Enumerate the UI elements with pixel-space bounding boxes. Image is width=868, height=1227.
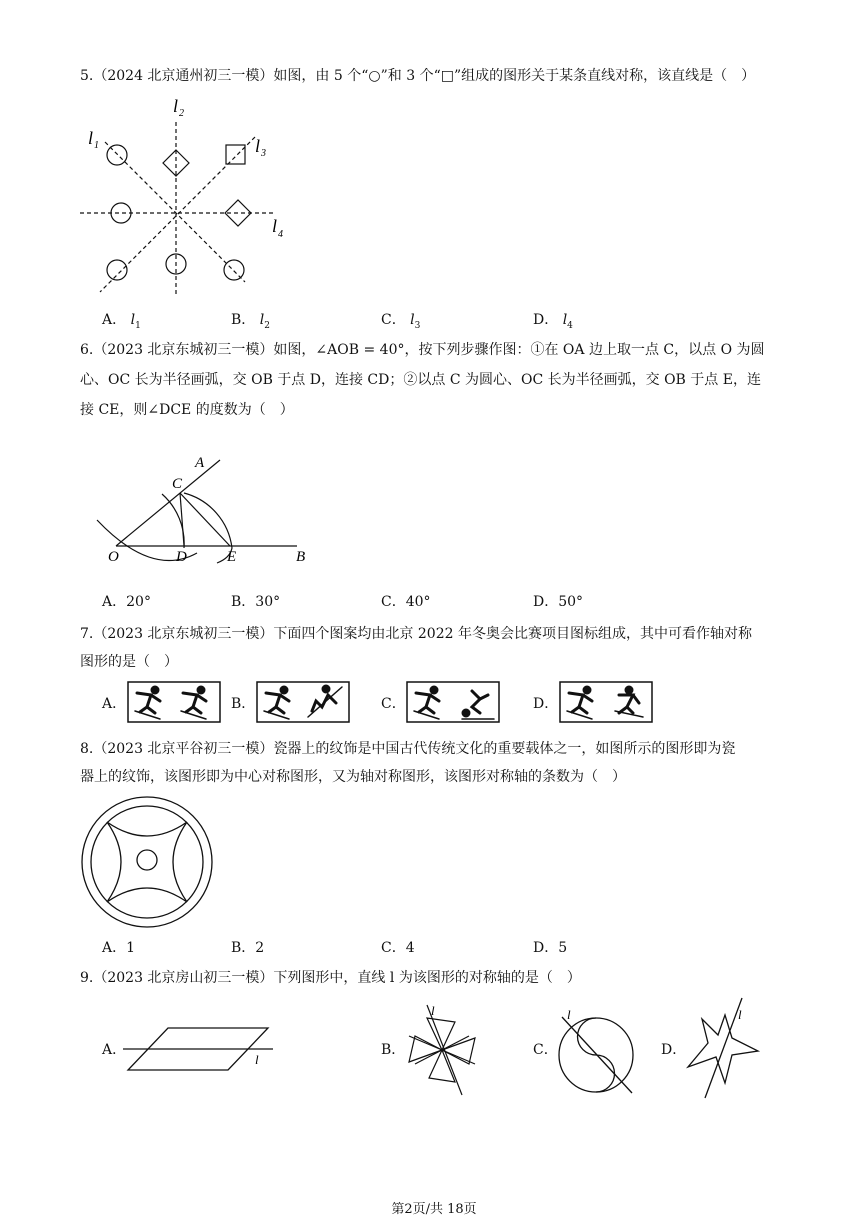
q5-label-l4-sub: 4 xyxy=(278,229,283,240)
q8-porcelain-pattern xyxy=(77,792,217,932)
q6-figure xyxy=(92,448,332,588)
q9-option-d-star[interactable] xyxy=(680,993,770,1103)
q6-option-a[interactable]: A．20° xyxy=(102,594,151,610)
q5-label-l4: l xyxy=(272,216,278,236)
q5-option-b[interactable]: B． $l_2$ xyxy=(231,312,270,331)
q6-option-d[interactable]: D．50° xyxy=(533,594,584,610)
q7-option-c-pictogram[interactable] xyxy=(406,681,500,723)
q9-option-a-parallelogram[interactable] xyxy=(118,1020,278,1080)
q5-label-l3: l xyxy=(255,136,261,156)
q9-option-a-label[interactable]: A． xyxy=(102,1042,127,1058)
q5-stem: 5.（2024 北京通州初三一模）如图，由 5 个“○”和 3 个“□”组成的图形关于某条直线对称，该直线是（ ） xyxy=(80,68,756,84)
q6-option-b[interactable]: B．30° xyxy=(231,594,281,610)
q9-option-b-label[interactable]: B． xyxy=(381,1042,406,1058)
q8-stem-line-2: 器上的纹饰，该图形即为中心对称图形，又为轴对称图形，该图形对称轴的条数为（ ） xyxy=(80,769,626,785)
q6-label-c: C xyxy=(172,476,183,492)
q9-c-line-label: l xyxy=(567,1007,571,1022)
q8-stem-line-1: 8.（2023 北京平谷初三一模）瓷器上的纹饰是中国古代传统文化的重要载体之一，如图所示的图形即为瓷 xyxy=(80,741,736,757)
q7-stem-line-1: 7.（2023 北京东城初三一模）下面四个图案均由北京 2022 年冬奥会比赛项目图标组成，其中可看作轴对称 xyxy=(80,626,752,642)
q6-label-e: E xyxy=(227,549,237,565)
q9-option-b-pinwheel[interactable] xyxy=(397,1000,487,1100)
q6-label-a: A xyxy=(195,455,205,471)
page-number: 第2页/共 18页 xyxy=(391,1202,477,1217)
q5-option-a[interactable]: A． $l_1$ xyxy=(102,312,141,331)
q6-label-b: B xyxy=(296,549,306,565)
q7-option-a-label[interactable]: A． xyxy=(102,696,127,712)
q7-option-d-label[interactable]: D． xyxy=(533,696,559,712)
q5-label-l3-sub: 3 xyxy=(261,148,266,159)
q5-label-l2-sub: 2 xyxy=(179,108,184,119)
q9-option-d-label[interactable]: D． xyxy=(661,1042,687,1058)
q7-option-d-pictogram[interactable] xyxy=(559,681,653,723)
q9-b-line-label: l xyxy=(431,1003,435,1018)
q5-label-l1: l xyxy=(88,128,94,148)
q6-option-c[interactable]: C．40° xyxy=(381,594,431,610)
q8-option-c[interactable]: C．4 xyxy=(381,940,415,956)
q5-option-d[interactable]: D． $l_4$ xyxy=(533,312,573,331)
q6-stem-line-1: 6.（2023 北京东城初三一模）如图，∠AOB = 40°，按下列步骤作图：①在 OA 边上取一点 C，以点 O 为圆 xyxy=(80,342,765,358)
q9-a-line-label: l xyxy=(255,1052,259,1067)
q7-option-c-label[interactable]: C． xyxy=(381,696,406,712)
q7-option-b-label[interactable]: B． xyxy=(231,696,256,712)
q5-figure xyxy=(75,92,295,302)
q8-option-d[interactable]: D．5 xyxy=(533,940,568,956)
q9-option-c-label[interactable]: C． xyxy=(533,1042,558,1058)
q6-stem-line-2: 心、OC 长为半径画弧，交 OB 于点 D，连接 CD；②以点 C 为圆心、OC 长为半径画弧，交 OB 于点 E，连 xyxy=(80,372,761,388)
q7-stem-line-2: 图形的是（ ） xyxy=(80,654,178,670)
q9-stem: 9.（2023 北京房山初三一模）下列图形中，直线 l 为该图形的对称轴的是（ ） xyxy=(80,970,581,986)
q8-option-a[interactable]: A．1 xyxy=(102,940,136,956)
q5-option-c[interactable]: C． $l_3$ xyxy=(381,312,421,331)
q5-label-l2: l xyxy=(173,96,179,116)
q6-label-o: O xyxy=(108,549,119,565)
q6-stem-line-3: 接 CE，则∠DCE 的度数为（ ） xyxy=(80,402,294,418)
q6-label-d: D xyxy=(176,549,187,565)
q7-option-b-pictogram[interactable] xyxy=(256,681,350,723)
q9-option-c-yinyang[interactable] xyxy=(552,1005,642,1105)
q8-option-b[interactable]: B．2 xyxy=(231,940,265,956)
q9-d-line-label: l xyxy=(738,1007,742,1022)
q5-label-l1-sub: 1 xyxy=(94,140,99,151)
q7-option-a-pictogram[interactable] xyxy=(127,681,221,723)
